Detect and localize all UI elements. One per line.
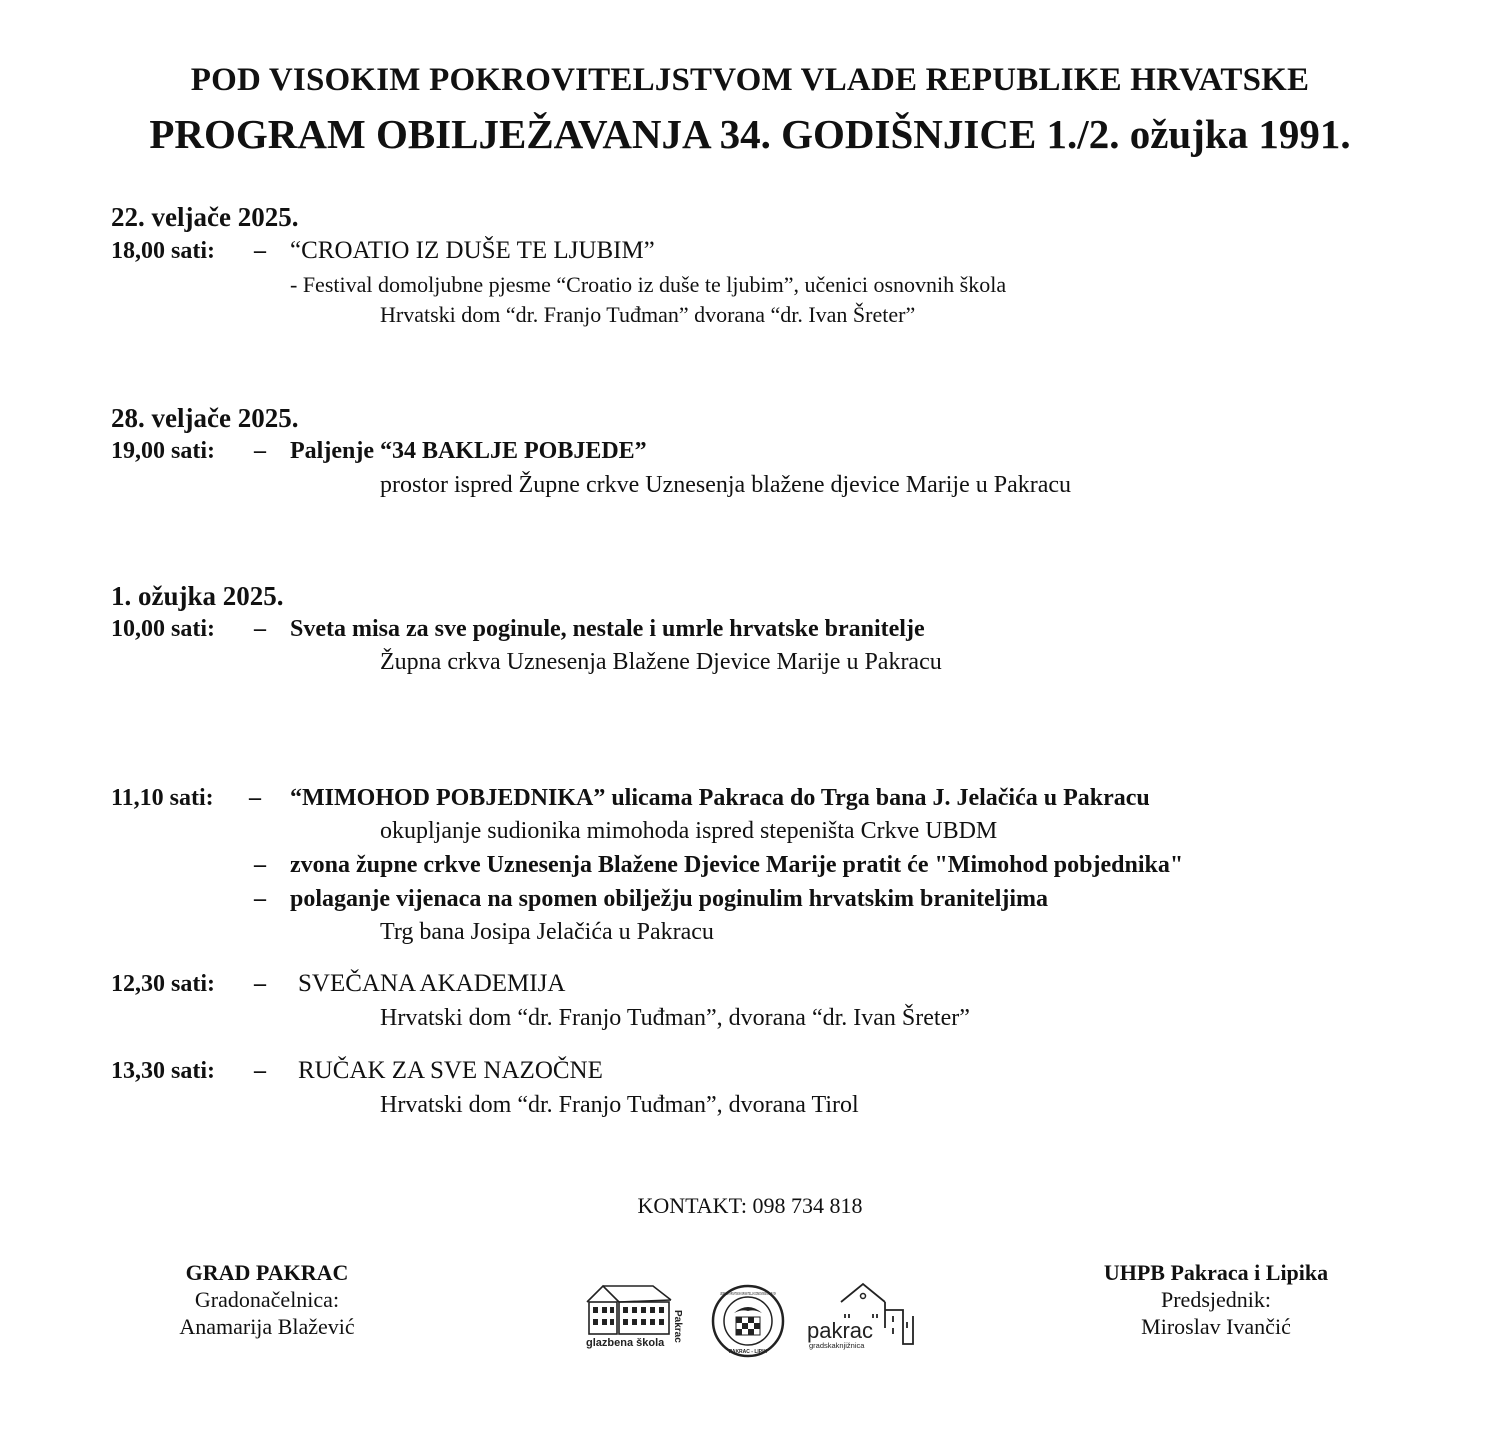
event-title: “CROATIO IZ DUŠE TE LJUBIM” xyxy=(290,237,655,264)
event-sub-dash: – xyxy=(254,852,266,878)
music-school-side-label: Pakrac xyxy=(672,1310,683,1343)
library-wordmark: pakrac xyxy=(807,1318,874,1343)
day-date: 22. veljače 2025. xyxy=(111,202,299,232)
event-title: Sveta misa za sve poginule, nestale i umrle hrvatske branitelje xyxy=(290,616,925,642)
event-title: Paljenje “34 BAKLJE POBJEDE” xyxy=(290,438,647,464)
event-dash: – xyxy=(254,616,266,642)
event-title: SVEČANA AKADEMIJA xyxy=(298,970,566,997)
event-title: “MIMOHOD POBJEDNIKA” ulicama Pakraca do Trga bana J. Jelačića u Pakracu xyxy=(290,785,1150,811)
signature-right xyxy=(1066,1259,1366,1340)
signature-role: Predsjednik: xyxy=(1161,1287,1271,1312)
event-time: 10,00 sati: xyxy=(111,616,215,642)
event-location: okupljanje sudionika mimohoda ispred stepeništa Crkve UBDM xyxy=(380,818,998,844)
signature-left xyxy=(117,1259,417,1340)
event-location: Hrvatski dom “dr. Franjo Tuđman” dvorana “dr. Ivan Šreter” xyxy=(380,302,916,327)
veterans-ring-bottom: PAKRAC - LIPIK xyxy=(728,1349,768,1355)
signature-org: GRAD PAKRAC xyxy=(185,1260,349,1285)
event-description: - Festival domoljubne pjesme “Croatio iz duše te ljubim”, učenici osnovnih škola xyxy=(290,272,1007,297)
signature-person: Anamarija Blažević xyxy=(179,1314,355,1339)
event-time: 13,30 sati: xyxy=(111,1058,215,1084)
event-location: Hrvatski dom “dr. Franjo Tuđman”, dvorana Tirol xyxy=(380,1092,859,1118)
city-library-logo xyxy=(805,1280,920,1350)
event-time: 12,30 sati: xyxy=(111,971,215,997)
event-location: Trg bana Josipa Jelačića u Pakracu xyxy=(380,919,714,945)
day-date: 28. veljače 2025. xyxy=(111,403,299,433)
event-time: 18,00 sati: xyxy=(111,238,215,264)
page-title: PROGRAM OBILJEŽAVANJA 34. GODIŠNJICE 1./2. ožujka 1991. xyxy=(149,111,1351,157)
event-dash: – xyxy=(254,238,266,264)
event-location: Župna crkva Uznesenja Blažene Djevice Marije u Pakracu xyxy=(380,649,942,675)
event-sub-item: polaganje vijenaca na spomen obilježju poginulim hrvatskim braniteljima xyxy=(290,886,1049,912)
signature-org: UHPB Pakraca i Lipika xyxy=(1103,1260,1329,1285)
music-school-logo xyxy=(583,1280,683,1350)
music-school-label: glazbena škola xyxy=(586,1337,665,1349)
contact-phone: KONTAKT: 098 734 818 xyxy=(637,1193,863,1218)
event-location: prostor ispred Župne crkve Uznesenja blažene djevice Marije u Pakracu xyxy=(380,472,1072,498)
event-time: 11,10 sati: xyxy=(111,785,214,811)
signature-person: Miroslav Ivančić xyxy=(1141,1314,1291,1339)
patronage-line: POD VISOKIM POKROVITELJSTVOM VLADE REPUBLIKE HRVATSKE xyxy=(190,62,1310,98)
event-dash: – xyxy=(254,1058,266,1084)
event-time: 19,00 sati: xyxy=(111,438,215,464)
event-title: RUČAK ZA SVE NAZOČNE xyxy=(298,1057,603,1084)
event-location: Hrvatski dom “dr. Franjo Tuđman”, dvorana “dr. Ivan Šreter” xyxy=(380,1005,970,1031)
event-dash: – xyxy=(249,785,261,811)
event-dash: – xyxy=(254,971,266,997)
day-date: 1. ožujka 2025. xyxy=(111,581,284,611)
signature-role: Gradonačelnica: xyxy=(194,1287,340,1312)
event-sub-dash: – xyxy=(254,886,266,912)
library-sublabel: gradskaknjižnica xyxy=(809,1341,865,1350)
event-sub-item: zvona župne crkve Uznesenja Blažene Djevice Marije pratit će "Mimohod pobjednika" xyxy=(290,852,1184,878)
veterans-association-logo xyxy=(710,1283,786,1359)
veterans-ring-top: UDRUGA HRVATSKIH BRANITELJA DOMOVINSKOG RATA xyxy=(720,1291,776,1296)
event-dash: – xyxy=(254,438,266,464)
